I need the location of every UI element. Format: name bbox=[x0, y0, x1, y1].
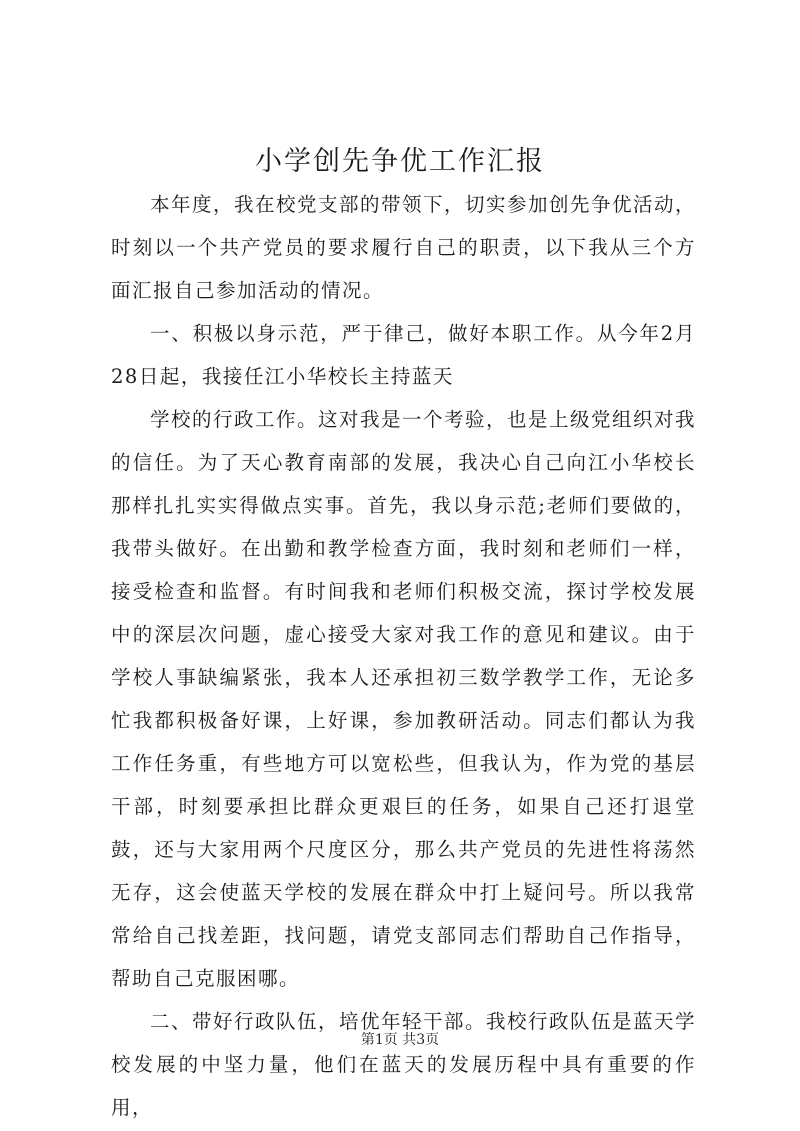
document-title: 小学创先争优工作汇报 bbox=[255, 146, 545, 177]
page-footer: 第1页 共3页 bbox=[360, 1032, 440, 1048]
paragraph-section-one-heading: 一、积极以身示范，严于律己，做好本职工作。从今年2月28日起，我接任江小华校长主持蓝天 bbox=[111, 322, 696, 388]
document-body bbox=[111, 183, 696, 1129]
paragraph-section-two: 二、带好行政队伍，培优年轻干部。我校行政队伍是蓝天学校发展的中坚力量，他们在蓝天的发展历程中具有重要的作用， bbox=[111, 1010, 697, 1119]
paragraph-section-one-body: 学校的行政工作。这对我是一个考验，也是上级党组织对我的信任。为了天心教育南部的发展，我决心自己向江小华校长那样扎扎实实得做点实事。首先，我以身示范;老师们要做的，我带头做好。在出勤和教学检查方面，我时刻和老师们一样，接受检查和监督。有时间我和老师们积极交流，探讨学校发展中的深层次问题，虚心接受大家对我工作的意见和建议。由于学校人事缺编紧张，我本人还承担初三数学教学工作，无论多忙我都积极备好课，上好课，参加教研活动。同志们都认为我工作任务重，有些地方可以宽松些，但我认为，作为党的基层干部，时刻要承担比群众更艰巨的任务，如果自己还打退堂鼓，还与大家用两个尺度区分，那么共产党员的先进性将荡然无存，这会使蓝天学校的发展在群众中打上疑问号。所以我常常给自己找差距，找问题，请党支部同志们帮助自己作指导，帮助自己克服困哪。 bbox=[111, 408, 697, 990]
paragraph-intro: 本年度，我在校党支部的带领下，切实参加创先争优活动，时刻以一个共产党员的要求履行自己的职责，以下我从三个方面汇报自己参加活动的情况。 bbox=[111, 193, 697, 302]
